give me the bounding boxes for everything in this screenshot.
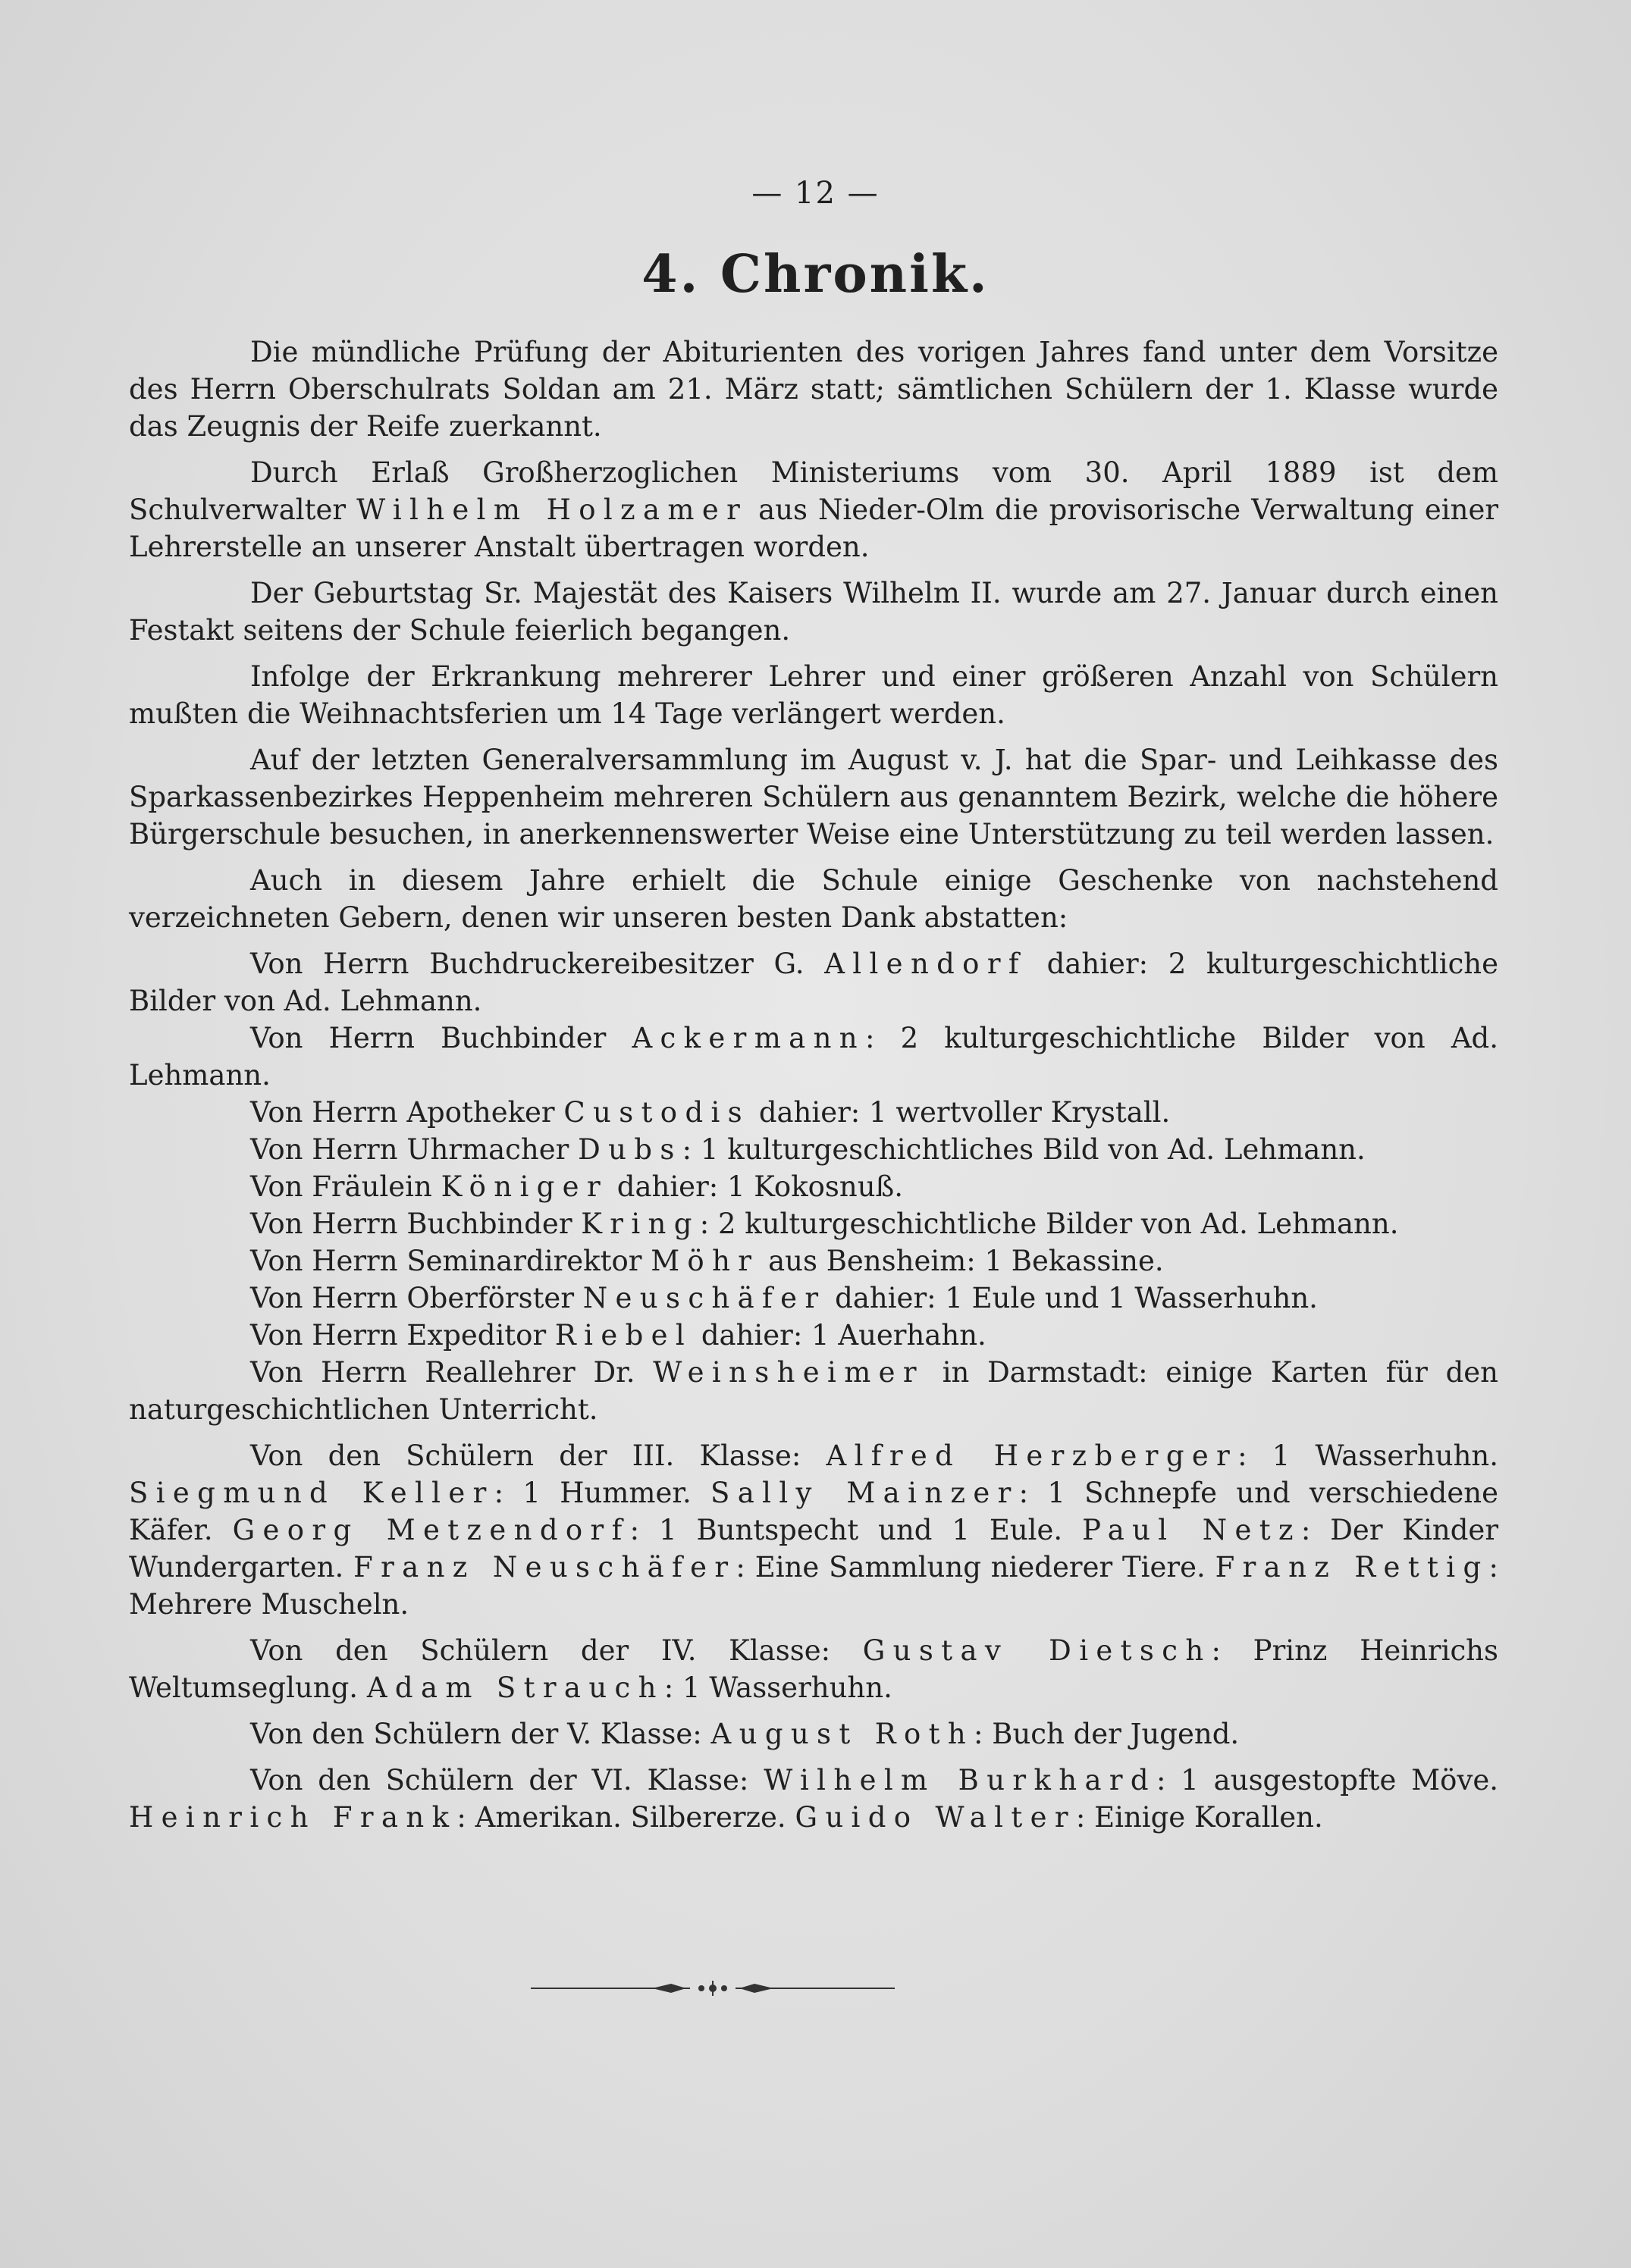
student-name: Adam Strauch	[366, 1671, 664, 1704]
donor-text: Von Herrn Seminardirektor	[250, 1245, 642, 1277]
donor-gift: dahier: 1 Auerhahn.	[701, 1319, 986, 1352]
donor-text: Von Herrn Buchdruckereibesitzer G.	[250, 948, 805, 980]
donor-gift: dahier: 1 Eule und 1 Wasserhuhn.	[835, 1282, 1318, 1314]
student-name: Sally Mainzer	[710, 1477, 1019, 1509]
donor-entry	[129, 1280, 1498, 1317]
chronicle-text	[129, 334, 1498, 1845]
page-title: 4. Chronik.	[641, 244, 990, 305]
ornament-divider	[531, 1977, 895, 2000]
donor-entry	[129, 1168, 1498, 1205]
donor-gift: dahier: 1 Kokosnuß.	[616, 1170, 904, 1203]
student-gift: : 1 Wasserhuhn.	[663, 1671, 892, 1704]
class-4-gifts	[129, 1632, 1498, 1706]
donor-text: Von Herrn Buchbinder	[250, 1208, 572, 1240]
student-gift: : 1 Schnepfe und verschiedene Käfer.	[129, 1477, 1498, 1546]
class-3-gifts	[129, 1437, 1498, 1623]
donor-entry	[129, 1242, 1498, 1280]
student-name: Guido Walter	[795, 1801, 1076, 1834]
class-6-gifts	[129, 1762, 1498, 1836]
person-name: Wilhelm Holzamer	[356, 493, 748, 526]
paragraph-savings-bank: Auf der letzten Generalversammlung im August v. J. hat die Spar- und Leihkasse des Sparkassenbezirkes Heppenheim mehreren Schülern aus genanntem Bezirk, welche die höhere Bürgerschule besuchen, in anerkennenswerter Weise eine Unterstützung zu teil werden lassen.	[129, 744, 1498, 850]
donor-name: Riebel	[554, 1319, 693, 1352]
donor-name: Allendorf	[824, 948, 1027, 980]
student-name: Alfred Herzberger	[826, 1439, 1238, 1472]
paragraph-appointment-text: Durch Erlaß Großherzoglichen Ministeriums vom 30. April 1889 ist dem Schulverwalter	[129, 456, 1498, 526]
donor-name: Custodis	[563, 1096, 751, 1129]
student-gift: : 1 Wasserhuhn.	[1237, 1439, 1498, 1472]
donor-entry	[129, 1317, 1498, 1354]
donor-name: Weinsheimer	[653, 1356, 924, 1389]
paragraph-appointment-text: aus Nieder-Olm die provisorische Verwaltung einer Lehrerstelle an unserer Anstalt übertragen worden.	[129, 493, 1499, 563]
donor-name: Dubs	[578, 1133, 682, 1166]
donor-name: Möhr	[651, 1245, 760, 1277]
student-name: Paul Netz	[1082, 1514, 1301, 1546]
class-5-gifts	[129, 1715, 1498, 1753]
class-intro: Von den Schülern der III. Klasse:	[250, 1439, 801, 1472]
donor-entry	[129, 945, 1498, 1020]
paragraph-holidays: Infolge der Erkrankung mehrerer Lehrer und einer größeren Anzahl von Schülern mußten die Weihnachtsferien um 14 Tage verlängert werden.	[129, 660, 1498, 730]
donor-name: Ackermann	[632, 1022, 865, 1054]
donor-text: Von Herrn Oberförster	[250, 1282, 575, 1314]
paragraph-appointment	[129, 454, 1498, 565]
paragraph-gifts-intro: Auch in diesem Jahre erhielt die Schule einige Geschenke von nachstehend verzeichneten Gebern, denen wir unseren besten Dank abstatten:	[129, 864, 1498, 934]
donor-gift: : 2 kulturgeschichtliche Bilder von Ad. Lehmann.	[699, 1208, 1399, 1240]
student-gift: : Mehrere Muscheln.	[129, 1551, 1498, 1621]
student-gift: : Einige Korallen.	[1075, 1801, 1323, 1834]
donor-name: Kring	[581, 1208, 700, 1240]
student-gift: : Der Kinder Wundergarten.	[129, 1514, 1499, 1584]
donor-text: Von Herrn Expeditor	[250, 1319, 547, 1352]
donor-text: Von Fräulein	[250, 1170, 432, 1203]
student-gift: : 1 Hummer.	[494, 1477, 692, 1509]
donor-entry	[129, 1131, 1498, 1168]
student-gift: : Buch der Jugend.	[974, 1718, 1240, 1750]
student-gift: : Eine Sammlung niederer Tiere.	[736, 1551, 1206, 1584]
donor-gift: in Darmstadt: einige Karten für den naturgeschichtlichen Unterricht.	[129, 1356, 1499, 1426]
student-gift: : 1 Buntspecht und 1 Eule.	[629, 1514, 1063, 1546]
donor-gift: dahier: 1 wertvoller Krystall.	[758, 1096, 1171, 1129]
student-gift: : Amerikan. Silbererze.	[456, 1801, 786, 1834]
donor-text: Von Herrn Apotheker	[250, 1096, 555, 1129]
donor-entry	[129, 1020, 1498, 1094]
student-name: Franz Rettig	[1215, 1551, 1489, 1584]
donor-gift: dahier: 2 kulturgeschichtliche Bilder von Ad. Lehmann.	[129, 948, 1499, 1017]
paragraph-birthday: Der Geburtstag Sr. Majestät des Kaisers Wilhelm II. wurde am 27. Januar durch einen Festakt seitens der Schule feierlich begangen.	[129, 577, 1498, 647]
donor-name: Neuschäfer	[582, 1282, 826, 1314]
class-intro: Von den Schülern der V. Klasse:	[250, 1718, 702, 1750]
class-intro: Von den Schülern der IV. Klasse:	[250, 1634, 831, 1667]
donor-entry	[129, 1354, 1498, 1428]
student-gift: : Prinz Heinrichs Weltumseglung.	[129, 1634, 1498, 1704]
student-name: Wilhelm Burkhard	[764, 1764, 1156, 1797]
student-name: Siegmund Keller	[129, 1477, 494, 1509]
student-name: Heinrich Frank	[129, 1801, 457, 1834]
class-intro: Von den Schülern der VI. Klasse:	[250, 1764, 749, 1797]
student-name: Georg Metzendorf	[232, 1514, 630, 1546]
paragraph-exam: Die mündliche Prüfung der Abiturienten des vorigen Jahres fand unter dem Vorsitze des Herrn Oberschulrats Soldan am 21. März statt; sämtlichen Schülern der 1. Klasse wurde das Zeugnis der Reife zuerkannt.	[129, 336, 1498, 443]
donor-gift: : 1 kulturgeschichtliches Bild von Ad. Lehmann.	[682, 1133, 1366, 1166]
donor-gift: : 2 kulturgeschichtliche Bilder von Ad. Lehmann.	[129, 1022, 1498, 1092]
donor-entry	[129, 1205, 1498, 1242]
student-name: Franz Neuschäfer	[353, 1551, 736, 1584]
page-number: — 12 —	[751, 176, 880, 211]
student-name: Gustav Dietsch	[862, 1634, 1212, 1667]
donor-entry	[129, 1094, 1498, 1131]
donor-text: Von Herrn Buchbinder	[250, 1022, 607, 1054]
donor-text: Von Herrn Uhrmacher	[250, 1133, 569, 1166]
donor-text: Von Herrn Reallehrer Dr.	[250, 1356, 635, 1389]
donor-gift: aus Bensheim: 1 Bekassine.	[768, 1245, 1164, 1277]
student-name: August Roth	[710, 1718, 974, 1750]
donor-name: Königer	[441, 1170, 608, 1203]
student-gift: : 1 ausgestopfte Möve.	[1156, 1764, 1499, 1797]
